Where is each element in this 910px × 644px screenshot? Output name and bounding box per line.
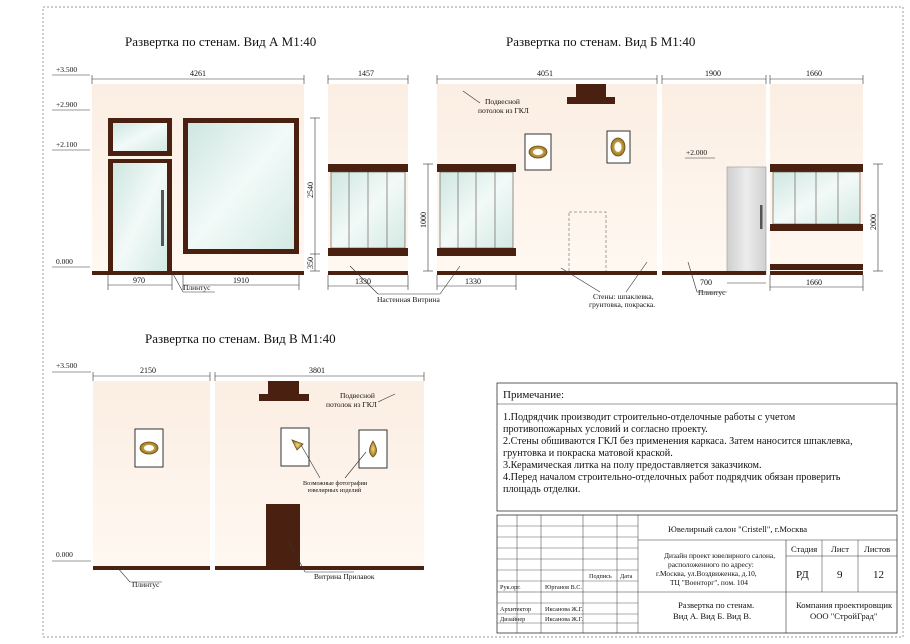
label-ceiling-b-2: потолок из ГКЛ bbox=[478, 106, 529, 115]
dim-4051: 4051 bbox=[537, 69, 553, 78]
label-walls-1: Стены: шпаклевка, bbox=[593, 292, 654, 301]
dim-2000: 2000 bbox=[869, 214, 878, 230]
view-v-title: Развертка по стенам. Вид В М1:40 bbox=[145, 331, 336, 346]
door-handle bbox=[161, 190, 164, 246]
stamp-name-3: Иксанова Ж.Г. bbox=[545, 616, 583, 623]
stamp-stage: РД bbox=[796, 569, 809, 581]
label-walls-2: грунтовка, покраска. bbox=[589, 300, 656, 309]
dim-700: 700 bbox=[700, 278, 712, 287]
dim-2150: 2150 bbox=[140, 366, 156, 375]
view-b-wall bbox=[437, 84, 657, 275]
stamp-header: Ювелирный салон "Cristell", г.Москва bbox=[668, 524, 808, 534]
jewelry-photo-4 bbox=[281, 428, 309, 466]
stamp-desc-2: расположенного по адресу: bbox=[668, 560, 754, 569]
label-wall-showcase: Настенная Витрина bbox=[377, 295, 440, 304]
view-v-wall-right bbox=[215, 381, 424, 570]
dim-4261: 4261 bbox=[190, 69, 206, 78]
dim-350: 350 bbox=[306, 257, 315, 269]
level-zero-a: 0.000 bbox=[56, 257, 73, 266]
stamp-col-stage: Стадия bbox=[791, 544, 818, 554]
label-plintus-v: Плинтус bbox=[132, 580, 160, 589]
notes-line-7: площадь отделки. bbox=[503, 484, 581, 495]
dim-1000: 1000 bbox=[419, 212, 428, 228]
level-2900: +2.900 bbox=[56, 100, 78, 109]
notes-line-5: 3.Керамическая литка на полу предоставляется заказчиком. bbox=[503, 460, 762, 471]
dim-1330-b: 1330 bbox=[465, 277, 481, 286]
stamp-sign-label: Подпись bbox=[589, 573, 612, 580]
dim-970: 970 bbox=[133, 276, 145, 285]
dim-2540: 2540 bbox=[306, 182, 315, 198]
label-photos-1: Возможные фотографии bbox=[303, 480, 368, 487]
label-photos-2: ювелирных изделий bbox=[308, 487, 362, 494]
notes-title: Примечание: bbox=[503, 389, 565, 401]
jewelry-photo-3 bbox=[135, 429, 163, 467]
view-b-side-wall bbox=[662, 84, 766, 275]
stamp-role-3: Дизайнер bbox=[500, 616, 526, 623]
stamp-name-1: Юрганов В.С. bbox=[545, 584, 582, 591]
stamp-desc-3: г.Москва, ул.Воздвиженка, д.10, bbox=[656, 569, 757, 578]
level-zero-v: 0.000 bbox=[56, 550, 73, 559]
level-2000: +2.000 bbox=[686, 148, 708, 157]
level-3500: +3.500 bbox=[56, 65, 78, 74]
view-b-side-wall-2 bbox=[770, 84, 863, 275]
notes-box bbox=[497, 383, 897, 511]
notes-line-6: 4.Перед началом строительно-отделочных работ подрядчик обязан проверить bbox=[503, 472, 841, 483]
wall-showcase-b bbox=[440, 172, 513, 248]
dim-1900: 1900 bbox=[705, 69, 721, 78]
view-a-side-wall bbox=[328, 84, 408, 275]
showcase-top bbox=[328, 164, 408, 172]
stamp-role-2: Архитектор bbox=[500, 606, 532, 613]
label-ceiling-b-1: Подвесной bbox=[485, 97, 520, 106]
stamp-date-label: Дата bbox=[620, 573, 633, 580]
suspended-ceiling bbox=[576, 84, 606, 97]
notes-line-3: 2.Стены обшиваются ГКЛ без применения каркаса. Затем наносится шпаклевка, bbox=[503, 436, 853, 447]
stamp-company-1: Компания проектировщик bbox=[796, 600, 893, 610]
jewelry-photo-2 bbox=[607, 131, 630, 163]
dim-1330-a: 1330 bbox=[355, 277, 371, 286]
stamp-col-sheets: Листов bbox=[864, 544, 891, 554]
view-a-wall bbox=[92, 84, 304, 275]
dim-3801: 3801 bbox=[309, 366, 325, 375]
counter-showcase bbox=[266, 504, 300, 568]
dim-1660-b: 1660 bbox=[806, 278, 822, 287]
jewelry-photo-1 bbox=[525, 134, 551, 170]
level-3500-v: +3.500 bbox=[56, 361, 78, 370]
dim-1660: 1660 bbox=[806, 69, 822, 78]
jewelry-photo-5 bbox=[359, 430, 387, 468]
dim-1910: 1910 bbox=[233, 276, 249, 285]
label-counter: Витрина Прилавок bbox=[314, 572, 375, 581]
stamp-sheet: 9 bbox=[837, 569, 843, 581]
notes-line-4: грунтовка и покраска матовой краской. bbox=[503, 448, 673, 459]
stamp-sheets: 12 bbox=[873, 569, 884, 581]
notes-line-2: противопожарных условий и согласно проекту. bbox=[503, 424, 708, 435]
dim-1457: 1457 bbox=[358, 69, 374, 78]
view-v-wall-left bbox=[93, 381, 210, 570]
stamp-desc-1: Дизайн проект ювелирного салона, bbox=[664, 551, 776, 560]
label-ceiling-v-2: потолок из ГКЛ bbox=[326, 400, 377, 409]
notes-line-1: 1.Подрядчик производит строительно-отделочные работы с учетом bbox=[503, 412, 796, 423]
stamp-company-2: ООО "СтройГрад" bbox=[810, 611, 878, 621]
view-a-title: Развертка по стенам. Вид А М1:40 bbox=[125, 34, 317, 49]
stamp-sheet-title-2: Вид А. Вид Б. Вид В. bbox=[673, 611, 752, 621]
label-ceiling-v-1: Подвесной bbox=[340, 391, 375, 400]
level-2100: +2.100 bbox=[56, 140, 78, 149]
stamp-role-1: Рук.орг. bbox=[500, 584, 521, 591]
stamp-name-2: Иксанова Ж.Г. bbox=[545, 606, 583, 613]
stamp-sheet-title-1: Развертка по стенам. bbox=[678, 600, 755, 610]
view-b-title: Развертка по стенам. Вид Б М1:40 bbox=[506, 34, 696, 49]
stamp-col-sheet: Лист bbox=[831, 544, 849, 554]
stamp-desc-4: ТЦ "Военторг", пом. 104 bbox=[670, 578, 748, 587]
label-plintus-a: Плинтус bbox=[183, 283, 211, 292]
wall-showcase-b2 bbox=[773, 172, 860, 224]
suspended-ceiling-v bbox=[268, 381, 299, 394]
label-plintus-b: Плинтус bbox=[698, 288, 726, 297]
